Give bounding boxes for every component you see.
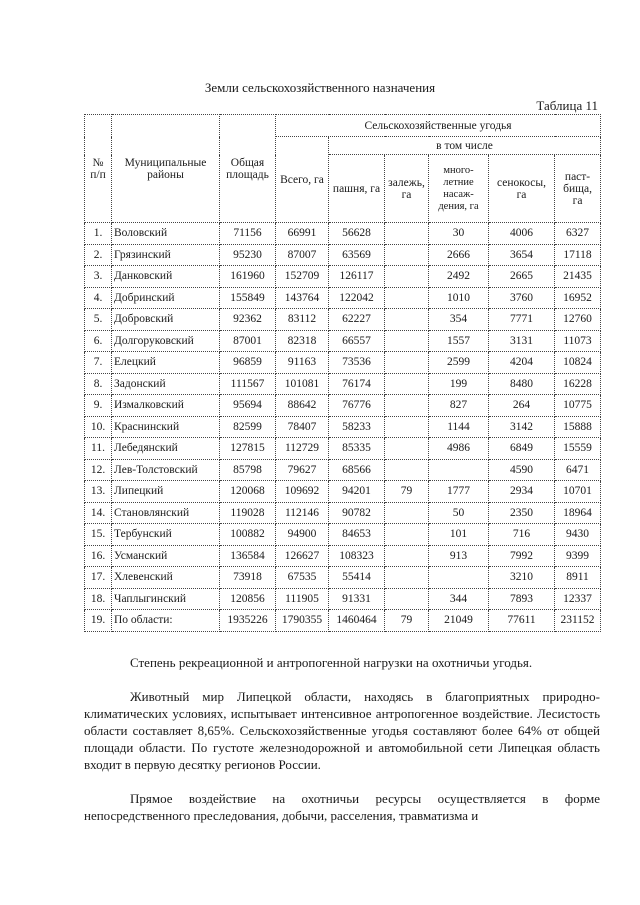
district-name: Усманский bbox=[112, 545, 220, 567]
row-number: 5. bbox=[85, 309, 112, 331]
district-name: Липецкий bbox=[112, 481, 220, 503]
total-area-cell: 100882 bbox=[220, 524, 276, 546]
district-name: Хлевенский bbox=[112, 567, 220, 589]
agri-total-cell: 152709 bbox=[276, 266, 329, 288]
row-number: 9. bbox=[85, 395, 112, 417]
arable-cell: 63569 bbox=[329, 244, 385, 266]
hayfields-cell: 2934 bbox=[489, 481, 555, 503]
arable-cell: 62227 bbox=[329, 309, 385, 331]
perennial-cell: 1010 bbox=[429, 287, 489, 309]
arable-cell: 90782 bbox=[329, 502, 385, 524]
hayfields-cell: 7771 bbox=[489, 309, 555, 331]
hayfields-cell: 3210 bbox=[489, 567, 555, 589]
row-number: 13. bbox=[85, 481, 112, 503]
row-number: 8. bbox=[85, 373, 112, 395]
perennial-cell bbox=[429, 567, 489, 589]
agri-total-cell: 91163 bbox=[276, 352, 329, 374]
pastures-cell: 18964 bbox=[555, 502, 601, 524]
table-row bbox=[85, 481, 601, 503]
table-row bbox=[85, 416, 601, 438]
perennial-cell: 913 bbox=[429, 545, 489, 567]
fallow-cell bbox=[385, 223, 429, 245]
paragraph-2: Животный мир Липецкой области, находясь в благоприятных природно-климатических условиях, испытывает интенсивное антропогенное воздействие. Лесистость области составляет 8,65%. Сельскохозяйственные угодья составляют более 64% от общей площади области. По густоте железнодорожной и автомобильной сети Липецкая область входит в первую десятку регионов России. bbox=[84, 689, 600, 772]
row-number: 2. bbox=[85, 244, 112, 266]
row-number: 11. bbox=[85, 438, 112, 460]
hayfields-cell: 7992 bbox=[489, 545, 555, 567]
total-area-cell: 120856 bbox=[220, 588, 276, 610]
pastures-cell: 21435 bbox=[555, 266, 601, 288]
district-name: Задонский bbox=[112, 373, 220, 395]
fallow-cell bbox=[385, 309, 429, 331]
pastures-cell: 231152 bbox=[555, 610, 601, 632]
row-number: 4. bbox=[85, 287, 112, 309]
district-name: Данковский bbox=[112, 266, 220, 288]
row-number: 16. bbox=[85, 545, 112, 567]
row-number: 10. bbox=[85, 416, 112, 438]
arable-cell: 84653 bbox=[329, 524, 385, 546]
district-name: Лев-Толстовский bbox=[112, 459, 220, 481]
header-district: Муниципальные районы bbox=[112, 115, 220, 223]
arable-cell: 122042 bbox=[329, 287, 385, 309]
district-name: Тербунский bbox=[112, 524, 220, 546]
agri-total-cell: 112146 bbox=[276, 502, 329, 524]
arable-cell: 66557 bbox=[329, 330, 385, 352]
arable-cell: 85335 bbox=[329, 438, 385, 460]
pastures-cell: 10775 bbox=[555, 395, 601, 417]
hayfields-cell: 3760 bbox=[489, 287, 555, 309]
arable-cell: 73536 bbox=[329, 352, 385, 374]
perennial-cell: 2599 bbox=[429, 352, 489, 374]
arable-cell: 55414 bbox=[329, 567, 385, 589]
land-table bbox=[84, 114, 601, 632]
table-body bbox=[85, 223, 601, 632]
perennial-cell: 827 bbox=[429, 395, 489, 417]
table-row bbox=[85, 373, 601, 395]
total-area-cell: 85798 bbox=[220, 459, 276, 481]
pastures-cell: 8911 bbox=[555, 567, 601, 589]
district-name: По области: bbox=[112, 610, 220, 632]
agri-total-cell: 109692 bbox=[276, 481, 329, 503]
hayfields-cell: 7893 bbox=[489, 588, 555, 610]
total-area-cell: 95230 bbox=[220, 244, 276, 266]
fallow-cell: 79 bbox=[385, 481, 429, 503]
district-name: Лебедянский bbox=[112, 438, 220, 460]
fallow-cell bbox=[385, 502, 429, 524]
perennial-cell: 101 bbox=[429, 524, 489, 546]
table-row bbox=[85, 287, 601, 309]
arable-cell: 94201 bbox=[329, 481, 385, 503]
row-number: 18. bbox=[85, 588, 112, 610]
agri-total-cell: 66991 bbox=[276, 223, 329, 245]
fallow-cell bbox=[385, 567, 429, 589]
agri-total-cell: 83112 bbox=[276, 309, 329, 331]
fallow-cell bbox=[385, 524, 429, 546]
fallow-cell bbox=[385, 459, 429, 481]
district-name: Измалковский bbox=[112, 395, 220, 417]
agri-total-cell: 111905 bbox=[276, 588, 329, 610]
total-area-cell: 96859 bbox=[220, 352, 276, 374]
pastures-cell: 15888 bbox=[555, 416, 601, 438]
fallow-cell bbox=[385, 352, 429, 374]
hayfields-cell: 264 bbox=[489, 395, 555, 417]
fallow-cell bbox=[385, 287, 429, 309]
arable-cell: 76174 bbox=[329, 373, 385, 395]
district-name: Становлянский bbox=[112, 502, 220, 524]
table-row bbox=[85, 502, 601, 524]
total-area-cell: 73918 bbox=[220, 567, 276, 589]
table-row bbox=[85, 395, 601, 417]
agri-total-cell: 79627 bbox=[276, 459, 329, 481]
agri-total-cell: 88642 bbox=[276, 395, 329, 417]
agri-total-cell: 78407 bbox=[276, 416, 329, 438]
total-area-cell: 155849 bbox=[220, 287, 276, 309]
total-area-cell: 136584 bbox=[220, 545, 276, 567]
pastures-cell: 6327 bbox=[555, 223, 601, 245]
agri-total-cell: 101081 bbox=[276, 373, 329, 395]
fallow-cell bbox=[385, 416, 429, 438]
fallow-cell bbox=[385, 588, 429, 610]
pastures-cell: 17118 bbox=[555, 244, 601, 266]
header-num: № п/п bbox=[85, 115, 112, 223]
agri-total-cell: 126627 bbox=[276, 545, 329, 567]
table-row bbox=[85, 244, 601, 266]
agri-total-cell: 1790355 bbox=[276, 610, 329, 632]
paragraph-1: Степень рекреационной и антропогенной нагрузки на охотничьи угодья. bbox=[130, 655, 533, 670]
hayfields-cell: 6849 bbox=[489, 438, 555, 460]
pastures-cell: 9430 bbox=[555, 524, 601, 546]
district-name: Воловский bbox=[112, 223, 220, 245]
perennial-cell: 1557 bbox=[429, 330, 489, 352]
table-row bbox=[85, 567, 601, 589]
arable-cell: 58233 bbox=[329, 416, 385, 438]
arable-cell: 126117 bbox=[329, 266, 385, 288]
row-number: 3. bbox=[85, 266, 112, 288]
fallow-cell bbox=[385, 330, 429, 352]
hayfields-cell: 2665 bbox=[489, 266, 555, 288]
fallow-cell bbox=[385, 545, 429, 567]
table-row bbox=[85, 223, 601, 245]
district-name: Краснинский bbox=[112, 416, 220, 438]
row-number: 1. bbox=[85, 223, 112, 245]
total-area-cell: 120068 bbox=[220, 481, 276, 503]
table-row bbox=[85, 588, 601, 610]
perennial-cell: 50 bbox=[429, 502, 489, 524]
row-number: 15. bbox=[85, 524, 112, 546]
district-name: Грязинский bbox=[112, 244, 220, 266]
district-name: Елецкий bbox=[112, 352, 220, 374]
fallow-cell: 79 bbox=[385, 610, 429, 632]
table-row bbox=[85, 545, 601, 567]
perennial-cell: 4986 bbox=[429, 438, 489, 460]
pastures-cell: 10824 bbox=[555, 352, 601, 374]
fallow-cell bbox=[385, 373, 429, 395]
row-number: 6. bbox=[85, 330, 112, 352]
perennial-cell: 1144 bbox=[429, 416, 489, 438]
agri-total-cell: 87007 bbox=[276, 244, 329, 266]
total-area-cell: 119028 bbox=[220, 502, 276, 524]
pastures-cell: 10701 bbox=[555, 481, 601, 503]
district-name: Долгоруковский bbox=[112, 330, 220, 352]
paragraph-3: Прямое воздействие на охотничьи ресурсы осуществляется в форме непосредственного преследования, добычи, расселения, травматизма и bbox=[84, 791, 600, 823]
agri-total-cell: 67535 bbox=[276, 567, 329, 589]
table-label: Таблица 11 bbox=[536, 98, 598, 113]
hayfields-cell: 2350 bbox=[489, 502, 555, 524]
fallow-cell bbox=[385, 395, 429, 417]
table-row bbox=[85, 352, 601, 374]
row-number: 19. bbox=[85, 610, 112, 632]
arable-cell: 108323 bbox=[329, 545, 385, 567]
table-row bbox=[85, 266, 601, 288]
hayfields-cell: 4204 bbox=[489, 352, 555, 374]
perennial-cell: 199 bbox=[429, 373, 489, 395]
header-hayfields: сенокосы, га bbox=[489, 155, 555, 223]
total-area-cell: 87001 bbox=[220, 330, 276, 352]
agri-total-cell: 112729 bbox=[276, 438, 329, 460]
header-perennial: много-летние насаж-дения, га bbox=[429, 155, 489, 223]
table-row bbox=[85, 330, 601, 352]
hayfields-cell: 716 bbox=[489, 524, 555, 546]
pastures-cell: 16952 bbox=[555, 287, 601, 309]
total-area-cell: 82599 bbox=[220, 416, 276, 438]
total-area-cell: 127815 bbox=[220, 438, 276, 460]
row-number: 7. bbox=[85, 352, 112, 374]
perennial-cell: 354 bbox=[429, 309, 489, 331]
perennial-cell: 30 bbox=[429, 223, 489, 245]
pastures-cell: 12337 bbox=[555, 588, 601, 610]
header-total-area: Общая площадь bbox=[220, 115, 276, 223]
perennial-cell bbox=[429, 459, 489, 481]
pastures-cell: 11073 bbox=[555, 330, 601, 352]
table-row bbox=[85, 610, 601, 632]
pastures-cell: 6471 bbox=[555, 459, 601, 481]
header-fallow: залежь, га bbox=[385, 155, 429, 223]
agri-total-cell: 82318 bbox=[276, 330, 329, 352]
total-area-cell: 161960 bbox=[220, 266, 276, 288]
total-area-cell: 111567 bbox=[220, 373, 276, 395]
arable-cell: 91331 bbox=[329, 588, 385, 610]
row-number: 17. bbox=[85, 567, 112, 589]
arable-cell: 68566 bbox=[329, 459, 385, 481]
district-name: Чаплыгинский bbox=[112, 588, 220, 610]
agri-total-cell: 94900 bbox=[276, 524, 329, 546]
hayfields-cell: 3142 bbox=[489, 416, 555, 438]
total-area-cell: 71156 bbox=[220, 223, 276, 245]
table-row bbox=[85, 524, 601, 546]
table-row bbox=[85, 309, 601, 331]
header-arable: пашня, га bbox=[329, 155, 385, 223]
row-number: 12. bbox=[85, 459, 112, 481]
district-name: Добровский bbox=[112, 309, 220, 331]
perennial-cell: 2666 bbox=[429, 244, 489, 266]
district-name: Добринский bbox=[112, 287, 220, 309]
pastures-cell: 15559 bbox=[555, 438, 601, 460]
page-title: Земли сельскохозяйственного назначения bbox=[204, 80, 436, 95]
perennial-cell: 2492 bbox=[429, 266, 489, 288]
arable-cell: 56628 bbox=[329, 223, 385, 245]
hayfields-cell: 4006 bbox=[489, 223, 555, 245]
pastures-cell: 16228 bbox=[555, 373, 601, 395]
header-pastures: паст-бища, га bbox=[555, 155, 601, 223]
fallow-cell bbox=[385, 266, 429, 288]
arable-cell: 76776 bbox=[329, 395, 385, 417]
perennial-cell: 1777 bbox=[429, 481, 489, 503]
total-area-cell: 95694 bbox=[220, 395, 276, 417]
header-total-agri: Всего, га bbox=[276, 137, 329, 223]
header-including: в том числе bbox=[329, 137, 601, 155]
table-row bbox=[85, 459, 601, 481]
perennial-cell: 21049 bbox=[429, 610, 489, 632]
hayfields-cell: 3131 bbox=[489, 330, 555, 352]
pastures-cell: 9399 bbox=[555, 545, 601, 567]
fallow-cell bbox=[385, 438, 429, 460]
arable-cell: 1460464 bbox=[329, 610, 385, 632]
perennial-cell: 344 bbox=[429, 588, 489, 610]
pastures-cell: 12760 bbox=[555, 309, 601, 331]
total-area-cell: 1935226 bbox=[220, 610, 276, 632]
total-area-cell: 92362 bbox=[220, 309, 276, 331]
row-number: 14. bbox=[85, 502, 112, 524]
header-agri-lands: Сельскохозяйственные угодья bbox=[276, 115, 601, 137]
agri-total-cell: 143764 bbox=[276, 287, 329, 309]
hayfields-cell: 3654 bbox=[489, 244, 555, 266]
hayfields-cell: 4590 bbox=[489, 459, 555, 481]
hayfields-cell: 8480 bbox=[489, 373, 555, 395]
table-row bbox=[85, 438, 601, 460]
fallow-cell bbox=[385, 244, 429, 266]
hayfields-cell: 77611 bbox=[489, 610, 555, 632]
